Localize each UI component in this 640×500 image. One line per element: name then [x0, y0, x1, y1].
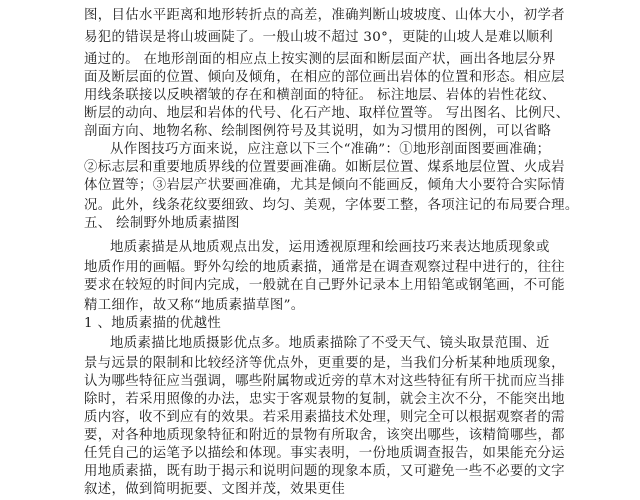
- text-line-2: 易犯的错误是将山坡画陡了。一般山坡不超过 30°，更陡的山坡人是难以顺利: [84, 30, 554, 45]
- text-line-23: 要，对各种地质现象特征和附近的景物有所取舍，该突出哪些，该精简哪些，都: [84, 428, 565, 443]
- text-line-21: 除时，若采用照像的办法，忠实于客观景物的复制，就会主次不分，不能突出地: [84, 392, 565, 407]
- subsection-heading-1: 1 、地质素描的优越性: [84, 316, 222, 331]
- text-line-7: 剖面方向、地物名称、绘制图例符号及其说明，如为习惯用的图例，可以省略: [84, 124, 552, 139]
- text-line-6: 断层的动向、地层和岩体的代号、化石产地、取样位置等。 写出图名、比例尺、: [84, 106, 570, 121]
- text-line-10: 体位置等；③岩层产状要画准确，尤其是倾向不能画反，倾角大小要符合实际情: [84, 178, 565, 193]
- text-line-8: 从作图技巧方面来说，应注意以下三个“准确”：①地形剖面图要画准确；: [110, 142, 551, 157]
- text-line-1: 图，目估水平距离和地形转折点的高差，准确判断山坡坡度、山体大小，初学者: [84, 8, 565, 23]
- text-line-14: 地质作用的画幅。野外勾绘的地质素描，通常是在调查观察过程中进行的，往往: [84, 260, 565, 275]
- text-line-13: 地质素描是从地质观点出发，运用透视原理和绘画技巧来表达地质现象或: [110, 240, 550, 255]
- text-line-9: ②标志层和重要地质界线的位置要画准确。如断层位置、煤系地层位置、火成岩: [84, 160, 565, 175]
- text-line-25: 用地质素描，既有助于揭示和说明问题的现象本质，又可避免一些不必要的文字: [84, 464, 565, 479]
- text-line-24: 任凭自己的运笔予以描绘和体现。事实表明，一份地质调查报告，如果能充分运: [84, 446, 565, 461]
- section-heading-5: 五、 绘制野外地质素描图: [84, 216, 240, 231]
- text-line-16: 精工细作，故又称“地质素描草图”。: [84, 298, 305, 313]
- text-line-20: 认为哪些特征应当强调，哪些附属物或近旁的草木对这些特征有所干扰而应当排: [84, 374, 565, 389]
- text-line-22: 质内容，收不到应有的效果。若采用素描技术处理，则完全可以根据观察者的需: [84, 410, 565, 425]
- text-line-15: 要求在较短的时间内完成，一般就在自己野外记录本上用铅笔或钢笔画，不可能: [84, 278, 565, 293]
- text-line-4: 面及断层面的位置、倾向及倾角，在相应的部位画出岩体的位置和形态。相应层: [84, 70, 565, 85]
- text-line-11: 况。此外，线条花纹要细致、均匀、美观，字体要工整，各项注记的布局要合理。: [84, 198, 579, 213]
- text-line-5: 用线条联接以反映褶皱的存在和横剖面的特征。 标注地层、岩体的岩性花纹、: [84, 88, 556, 103]
- text-line-3: 通过的。 在地形剖面的相应点上按实测的层面和断层面产状，画出各地层分界: [84, 52, 556, 67]
- text-line-18: 地质素描比地质摄影优点多。地质素描除了不受天气、镜头取景范围、近: [110, 336, 550, 351]
- text-line-19: 景与远景的限制和比较经济等优点外，更重要的是，当我们分析某种地质现象，: [84, 356, 565, 371]
- text-line-26: 叙述，做到简明扼要、文图并茂，效果更佳: [84, 482, 346, 497]
